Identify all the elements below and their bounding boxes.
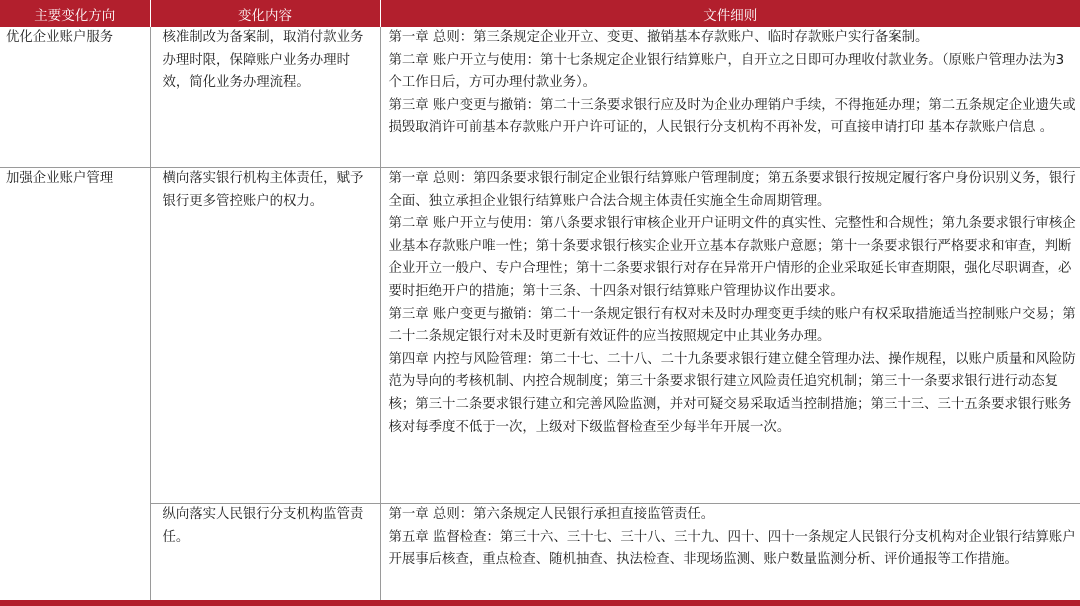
direction-cell: 优化企业账户服务	[0, 27, 150, 168]
details-cell	[380, 27, 1080, 168]
change-cell: 纵向落实人民银行分支机构监管责任。	[150, 504, 380, 601]
detail-paragraph: 第二章 账户开立与使用：第八条要求银行审核企业开户证明文件的真实性、完整性和合规性；第九条要求银行审核企业基本存款账户唯一性；第十条要求银行核实企业开立基本存款账户意愿；第十一条要求银行严格要求和审查，判断企业开立一般户、专户合理性；第十二条要求银行对存在异常开户情形的企业采取延长审查期限，强化尽职调查，必要时拒绝开户的措施；第十三条、十四条对银行结算账户管理协议作出要求。	[388, 216, 1076, 299]
detail-paragraph: 第二章 账户开立与使用：第十七条规定企业银行结算账户，自开立之日即可办理收付款业务。（原账户管理办法为3个工作日后，方可办理付款业务）。	[388, 52, 1065, 91]
change-cell: 核准制改为备案制，取消付款业务办理时限，保障账户业务办理时效，简化业务办理流程。	[150, 27, 380, 168]
detail-paragraph: 第一章 总则：第六条规定人民银行承担直接监管责任。	[388, 507, 715, 522]
table-row	[0, 27, 1080, 168]
detail-paragraph: 第一章 总则：第四条要求银行制定企业银行结算账户管理制度；第五条要求银行按规定履行客户身份识别义务，银行全面、独立承担企业银行结算账户合法合规主体责任实施全生命周期管理。	[388, 171, 1076, 209]
details-cell	[380, 504, 1080, 601]
header-direction: 主要变化方向	[0, 0, 150, 27]
detail-paragraph: 第五章 监督检查：第三十六、三十七、三十八、三十九、四十、四十一条规定人民银行分支机构对企业银行结算账户开展事后核查，重点检查、随机抽查、执法检查、非现场监测、账户数量监测分析、评价通报等工作措施。	[388, 529, 1076, 568]
table-header	[0, 0, 1080, 27]
direction-cell: 加强企业账户管理	[0, 168, 150, 601]
detail-paragraph: 第三章 账户变更与撤销：第二十一条规定银行有权对未及时办理变更手续的账户有权采取措施适当控制账户交易；第二十二条规定银行对未及时更新有效证件的应当按照规定中止其业务办理。	[388, 306, 1076, 345]
header-details: 文件细则	[380, 0, 1080, 27]
table-row	[0, 504, 1080, 601]
table-bottom-rule	[0, 600, 1080, 606]
detail-paragraph: 第三章 账户变更与撤销：第二十三条要求银行应及时为企业办理销户手续，不得拖延办理；第二五条规定企业遗失或损毁取消许可前基本存款账户开户许可证的，人民银行分支机构不再补发，可直接申请打印 基本存款账户信息 。	[388, 97, 1076, 136]
details-cell	[380, 168, 1080, 504]
header-change: 变化内容	[150, 0, 380, 27]
detail-paragraph: 第四章 内控与风险管理：第二十七、二十八、二十九条要求银行建立健全管理办法、操作规程，以账户质量和风险防范为导向的考核机制、内控合规制度；第三十条要求银行建立风险责任追究机制；第三十一条要求银行进行动态复核；第三十二条要求银行建立和完善风险监测，并对可疑交易采取适当控制措施；第三十三、三十五条要求银行账务核对每季度不低于一次，上级对下级监督检查至少每半年开展一次。	[388, 351, 1076, 435]
detail-paragraph: 第一章 总则：第三条规定企业开立、变更、撤销基本存款账户、临时存款账户实行备案制。	[388, 30, 929, 45]
table-row	[0, 168, 1080, 504]
change-cell: 横向落实银行机构主体责任，赋予银行更多管控账户的权力。	[150, 168, 380, 504]
